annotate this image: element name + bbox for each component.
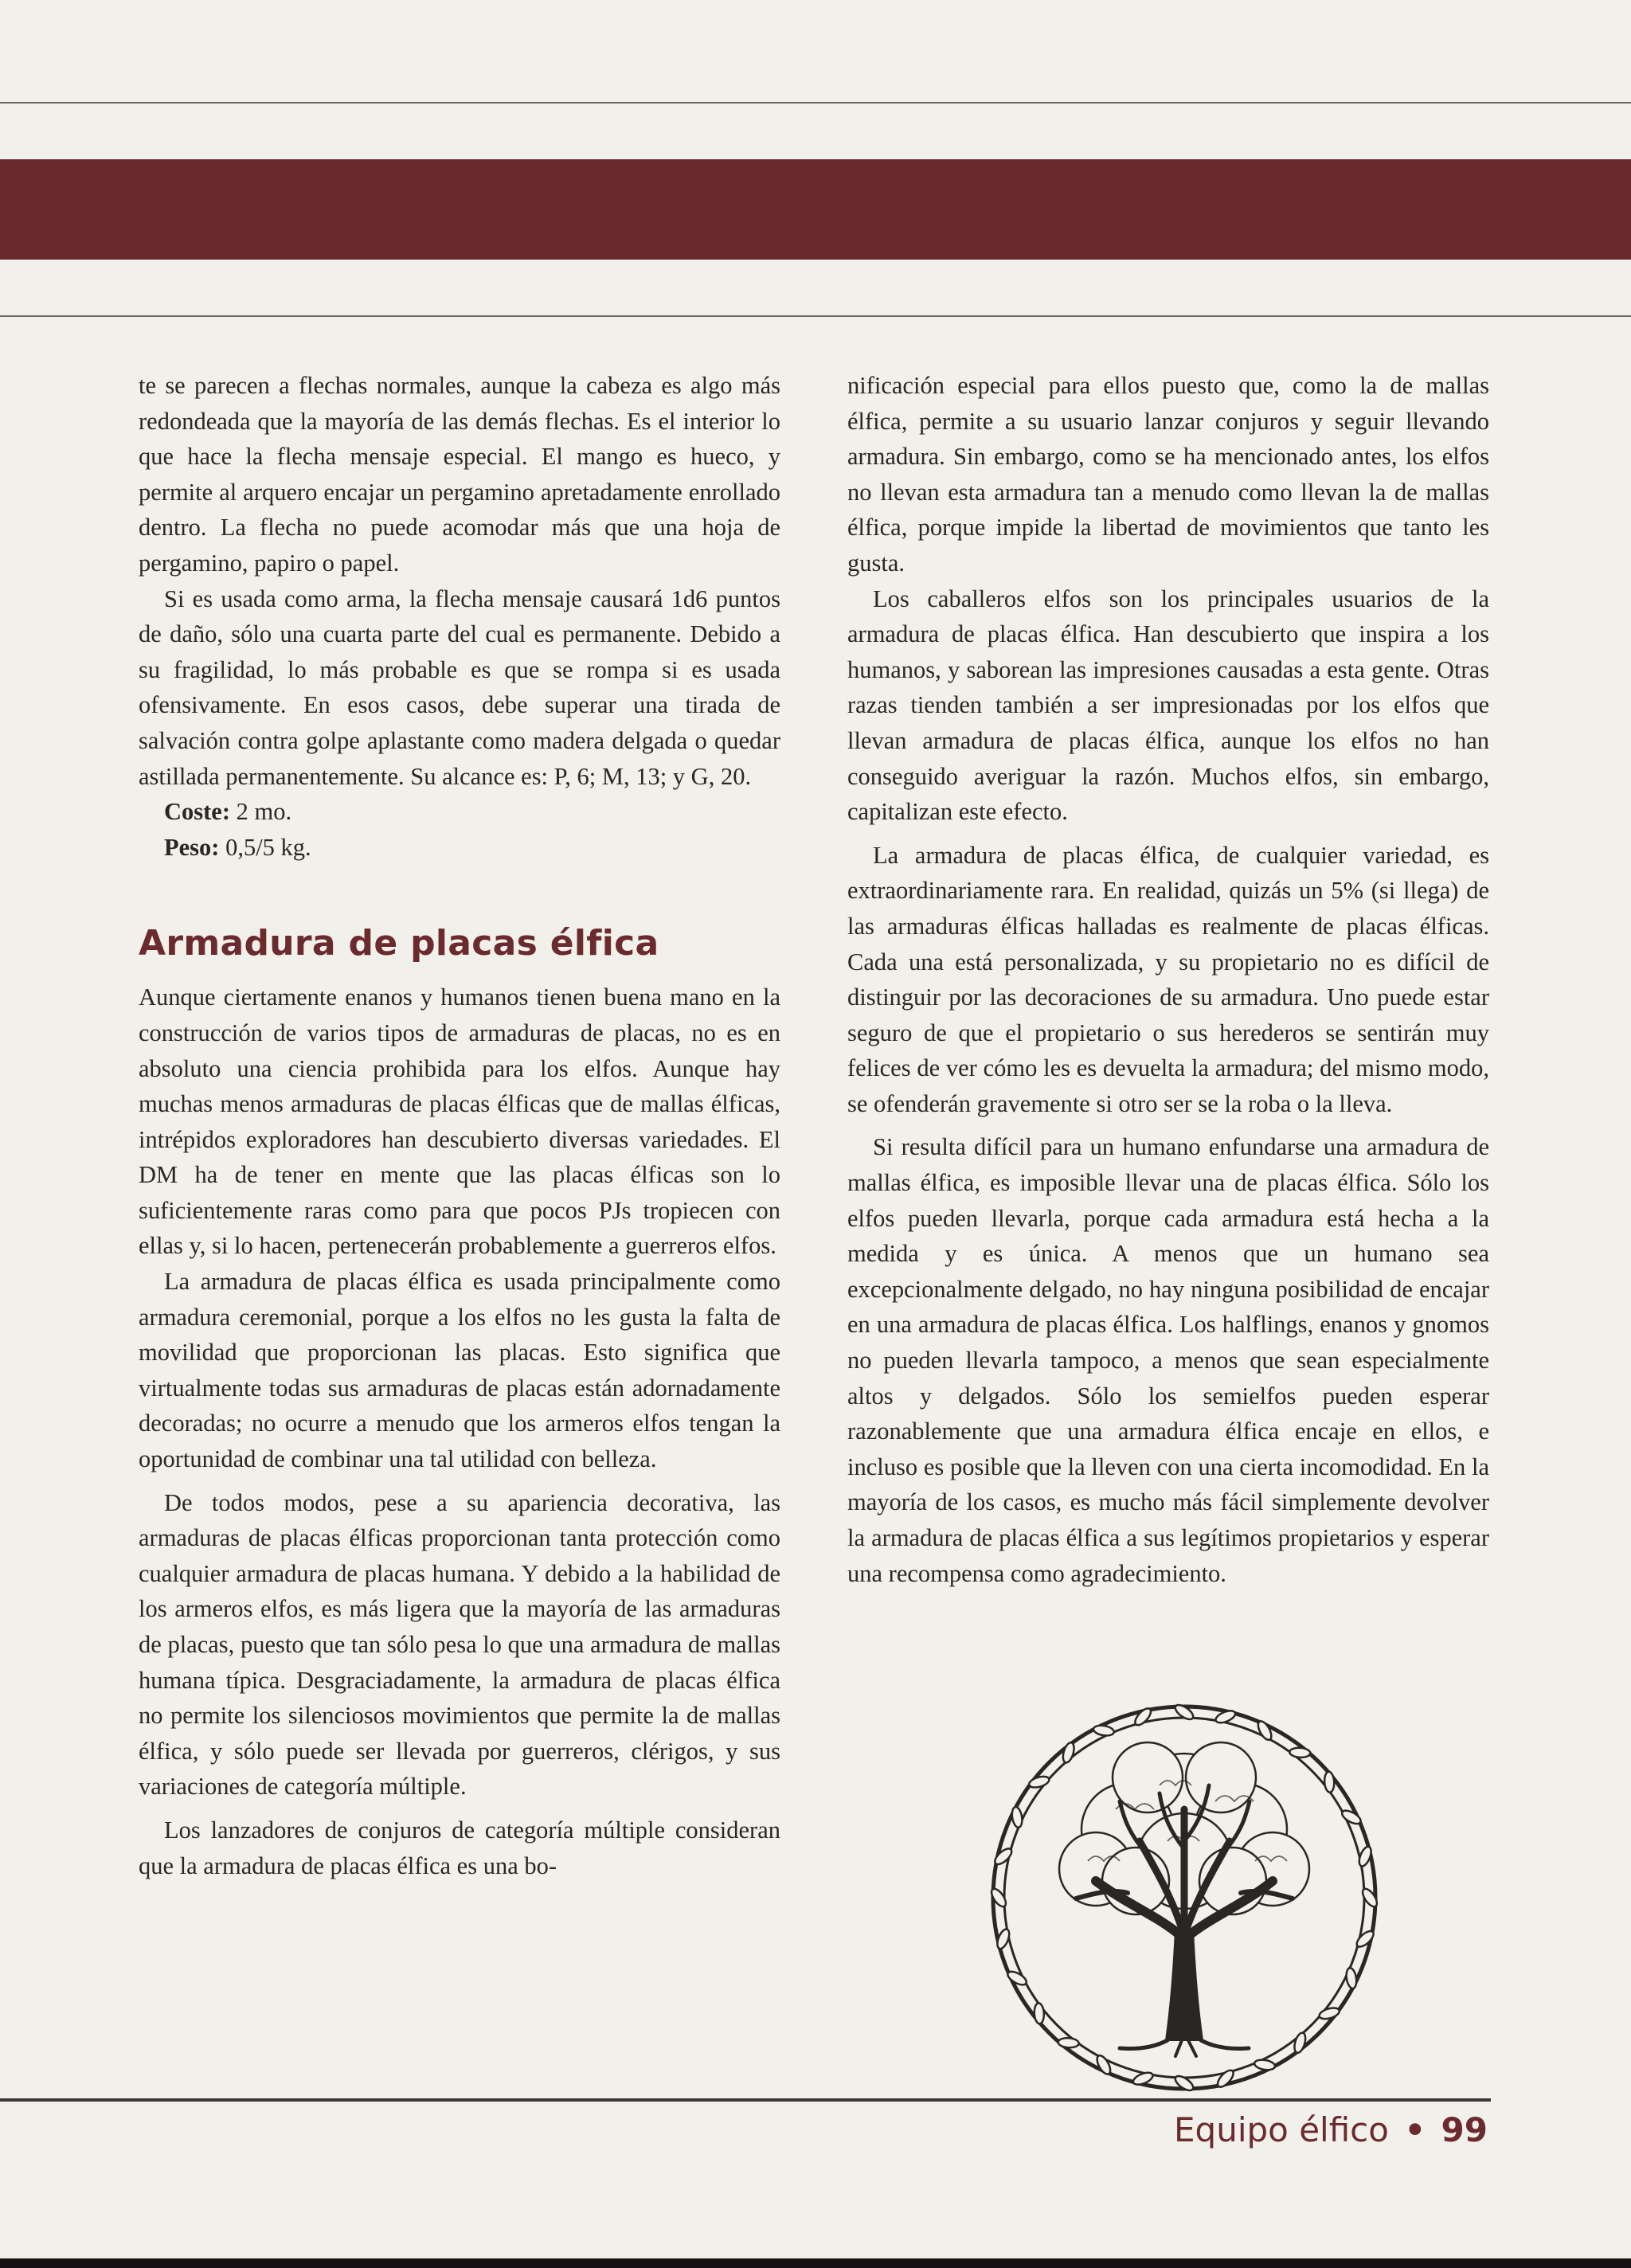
- section-heading: Armadura de placas élfica: [139, 923, 659, 964]
- vine-leaf: [1093, 1724, 1115, 1737]
- weight-line: [139, 830, 780, 866]
- left-column: [139, 368, 780, 1883]
- cost-line: [139, 794, 780, 830]
- vine-leaf: [1289, 1747, 1311, 1758]
- page-number: 99: [1441, 2110, 1488, 2149]
- weight-label: Peso:: [164, 833, 220, 861]
- tree-in-vine-wreath-icon: [976, 1690, 1392, 2106]
- weight-value: 0,5/5 kg.: [225, 833, 311, 861]
- paragraph: Los caballeros elfos son los principales usuarios de la armadura de placas élfica. Han descubierto que inspira a los humanos, y saborean las impresiones causadas a esta gente. Otras razas tienden también a ser impresionadas por los elfos que llevan armadura de placas élfica, aunque los elfos no han conseguido averiguar la razón. Muchos elfos, sin embargo, capitalizan este efecto.: [847, 585, 1489, 826]
- vine-leaf: [1293, 2031, 1308, 2054]
- cost-label: Coste:: [164, 798, 230, 826]
- right-column: [847, 368, 1489, 1591]
- paragraph: Si es usada como arma, la flecha mensaje causará 1d6 puntos de daño, sólo una cuarta parte del cual es permanente. Debido a su fragilidad, lo más probable es que se rompa si es usada ofensivamente. En esos casos, debe superar una tirada de salvación contra golpe aplastante como madera delgada o quedar astillada permanentemente. Su alcance es: P, 6; M, 13; y G, 20.: [139, 585, 780, 790]
- vine-leaf: [1006, 1969, 1029, 1988]
- vine-leaf: [1345, 1967, 1358, 1989]
- footer-section-title: Equipo élfico: [1174, 2110, 1389, 2149]
- vine-leaf: [1340, 1808, 1363, 1826]
- vine-leaf: [1028, 1774, 1050, 1789]
- paragraph: te se parecen a flechas normales, aunque la cabeza es algo más redondeada que la mayoría de las demás flechas. Es el interior lo que hace la flecha mensaje especial. El mango es hueco, y permite al arquero encajar un pergamino apretadamente enrollado dentro. La flecha no puede acomodar más que una hoja de pergamino, papiro o papel.: [139, 372, 780, 577]
- top-rule: [0, 102, 1631, 104]
- vine-leaf: [1256, 1719, 1274, 1742]
- vine-leaf: [1011, 1806, 1023, 1828]
- vine-leaf: [1318, 2006, 1340, 2021]
- vine-leaf: [1034, 2003, 1045, 2024]
- paragraph: La armadura de placas élfica, de cualquier variedad, es extraordinariamente rara. En realidad, quizás un 5% (si llega) de las armaduras élficas halladas es realmente de placas élficas. Cada una está personalizada, y su propietario no es difícil de distinguir por las decoraciones de su armadura. Uno puede estar seguro de que el propietario o sus herederos se sentirán muy felices de ver cómo les es devuelta la armadura; del mismo modo, se ofenderán gravemente si otro ser se la roba o la lleva.: [847, 841, 1489, 1117]
- scan-edge: [0, 2258, 1631, 2268]
- footer-rule: [0, 2098, 1491, 2102]
- header-banner: [0, 159, 1631, 260]
- footer-bullet: •: [1404, 2110, 1426, 2149]
- paragraph: Los lanzadores de conjuros de categoría múltiple consideran que la armadura de placas élfica es una bo-: [139, 1816, 780, 1879]
- paragraph: nificación especial para ellos puesto que, como la de mallas élfica, permite a su usuario lanzar conjuros y seguir llevando armadura. Sin embargo, como se ha mencionado antes, los elfos no llevan esta armadura tan a menudo como llevan la de mallas élfica, porque impide la libertad de movimientos que tanto les gusta.: [847, 372, 1489, 577]
- cost-value: 2 mo.: [236, 798, 292, 826]
- vine-leaf: [1324, 1771, 1335, 1793]
- paragraph: Si resulta difícil para un humano enfundarse una armadura de mallas élfica, es imposible llevar una de placas élfica. Sólo los elfos pueden llevarla, porque cada armadura está hecha a la medida y es única. A menos que un humano sea excepcionalmente delgado, no hay ninguna posibilidad de encajar en una armadura de placas élfica. Los halflings, enanos y gnomos no pueden llevarla tampoco, a menos que sean especialmente altos y delgados. Sólo los semielfos pueden esperar razonablemente que una armadura élfica encaje en ellos, e incluso es posible que la lleven con una cierta incomodidad. En la mayoría de los casos, es mucho más fácil simplemente devolver la armadura de placas élfica a sus legítimos propietarios y esperar una recompensa como agradecimiento.: [847, 1133, 1489, 1587]
- paragraph: La armadura de placas élfica es usada principalmente como armadura ceremonial, porque a los elfos no les gusta la falta de movilidad que proporcionan las placas. Esto significa que virtualmente todas sus armaduras de placas están adornadamente decoradas; no ocurre a menudo que los armeros elfos tengan la oportunidad de combinar una tal utilidad con belleza.: [139, 1268, 780, 1473]
- page-footer: [1174, 2110, 1488, 2149]
- paragraph: De todos modos, pese a su apariencia decorativa, las armaduras de placas élficas proporcionan tanta protección como cualquier armadura de placas humana. Y debido a la habilidad de los armeros elfos, es más ligera que la mayoría de las armaduras de placas, puesto que tan sólo pesa lo que una armadura de mallas humana típica. Desgraciadamente, la armadura de placas élfica no permite los silenciosos movimientos que permite la de mallas élfica, y sólo puede ser llevada por guerreros, clérigos, y sus variaciones de categoría múltiple.: [139, 1488, 780, 1801]
- header-rule: [0, 315, 1631, 317]
- vine-leaf: [1254, 2059, 1276, 2071]
- paragraph: Aunque ciertamente enanos y humanos tienen buena mano en la construcción de varios tipos de armaduras de placas, no es en absoluto una ciencia prohibida para los elfos. Aunque hay muchas menos armaduras de placas élficas que de mallas élficas, intrépidos exploradores han descubierto diversas variedades. El DM ha de tener en mente que las placas élficas son lo suficientemente raras como para que pocos PJs tropiecen con ellas y, si lo hacen, pertenecerán probablemente a guerreros elfos.: [139, 983, 780, 1260]
- vine-leaf: [1094, 2054, 1113, 2077]
- vine-leaf: [1061, 1742, 1076, 1764]
- vine-leaf: [1058, 2037, 1079, 2048]
